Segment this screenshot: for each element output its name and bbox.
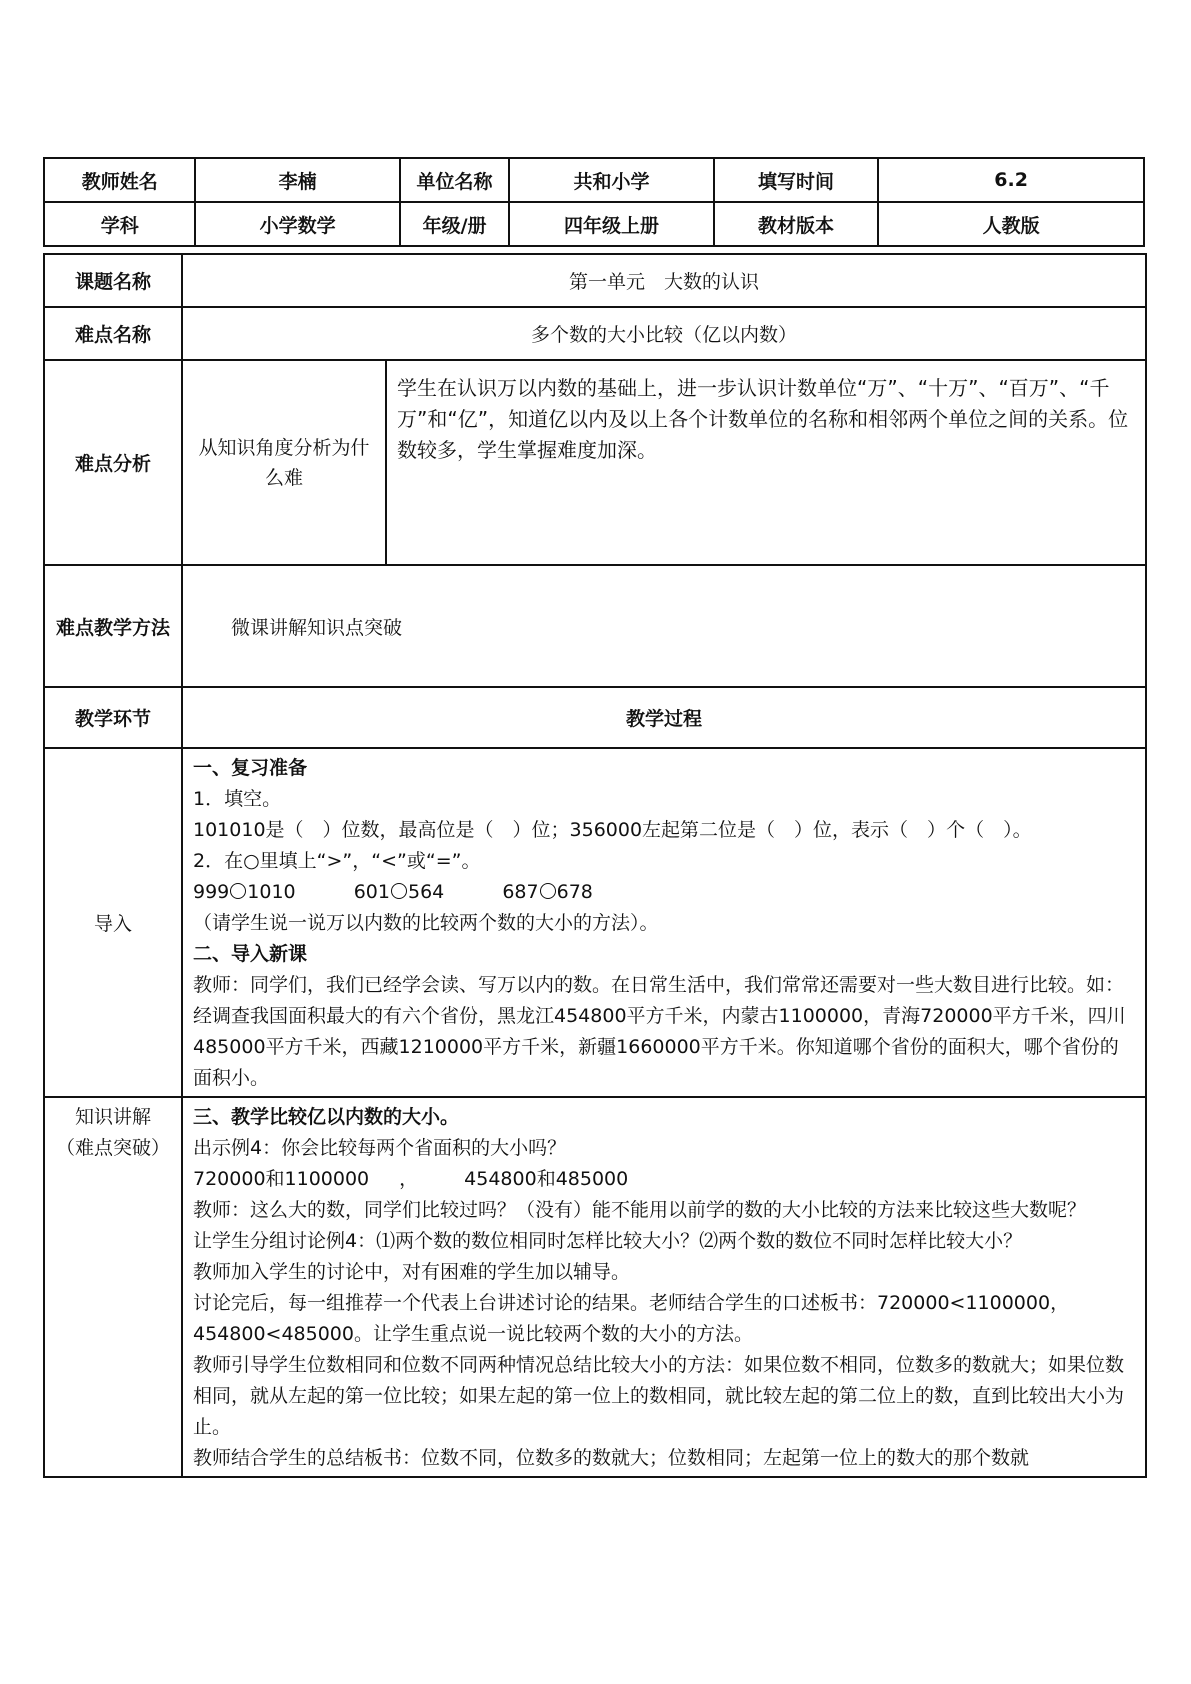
pair-1: 720000和1100000 bbox=[193, 1168, 370, 1190]
intro-q1-text: 101010是（ ）位数，最高位是（ ）位；356000左起第二位是（ ）位，表示（ ）个（ ）。 bbox=[193, 819, 1032, 841]
topic-row bbox=[44, 254, 1146, 307]
knowledge-heading: 三、教学比较亿以内数的大小。 bbox=[193, 1106, 460, 1128]
teacher-value: 李楠 bbox=[195, 158, 399, 202]
edition-value: 人教版 bbox=[878, 202, 1144, 246]
knowledge-label bbox=[44, 1097, 182, 1477]
knowledge-row bbox=[44, 1097, 1146, 1477]
knowledge-label-2: （难点突破） bbox=[55, 1137, 170, 1159]
difficulty-row bbox=[44, 307, 1146, 360]
circle-blank-icon[interactable] bbox=[391, 883, 407, 899]
stage-label: 教学环节 bbox=[44, 687, 182, 748]
difficulty-value: 多个数的大小比较（亿以内数） bbox=[182, 307, 1146, 360]
intro-note: （请学生说一说万以内数的比较两个数的大小的方法）。 bbox=[193, 912, 659, 934]
knowledge-p3: 教师加入学生的讨论中，对有困难的学生加以辅导。 bbox=[193, 1261, 631, 1283]
subject-label: 学科 bbox=[44, 202, 195, 246]
pair-comma: ， bbox=[399, 1168, 419, 1190]
unit-value: 共和小学 bbox=[509, 158, 713, 202]
process-header-row bbox=[44, 687, 1146, 748]
analysis-text: 学生在认识万以内数的基础上，进一步认识计数单位“万”、“十万”、“百万”、“千万”和“亿”，知道亿以内及以上各个计数单位的名称和相邻两个单位之间的关系。位数较多，学生掌握难度加深。 bbox=[386, 360, 1146, 565]
cmp2-left: 601 bbox=[353, 881, 390, 903]
knowledge-label-1: 知识讲解 bbox=[74, 1106, 151, 1128]
cmp1-right: 1010 bbox=[247, 881, 296, 903]
lesson-plan-form bbox=[43, 157, 1145, 1478]
intro-q1: 1．填空。 bbox=[193, 788, 282, 810]
time-value: 6.2 bbox=[878, 158, 1144, 202]
cmp3-left: 687 bbox=[502, 881, 539, 903]
knowledge-content bbox=[182, 1097, 1146, 1477]
time-label: 填写时间 bbox=[714, 158, 879, 202]
teacher-label: 教师姓名 bbox=[44, 158, 195, 202]
intro-label: 导入 bbox=[44, 748, 182, 1097]
method-value: 微课讲解知识点突破 bbox=[182, 565, 1146, 687]
cmp3-right: 678 bbox=[556, 881, 593, 903]
knowledge-pairs bbox=[193, 1164, 1135, 1195]
info-row-2 bbox=[44, 202, 1144, 246]
knowledge-p6: 教师结合学生的总结板书：位数不同，位数多的数就大；位数相同；左起第一位上的数大的那个数就 bbox=[193, 1447, 1030, 1469]
analysis-label: 难点分析 bbox=[44, 360, 182, 565]
cmp2-right: 564 bbox=[407, 881, 445, 903]
topic-label: 课题名称 bbox=[44, 254, 182, 307]
intro-content bbox=[182, 748, 1146, 1097]
intro-teacher: 教师：同学们，我们已经学会读、写万以内的数。在日常生活中，我们常常还需要对一些大数目进行比较。如：经调查我国面积最大的有六个省份，黑龙江454800平方千米，内蒙古1100000，青海720000平方千米，四川485000平方千米，西藏1210000平方千米，新疆1660000平方千米。你知道哪个省份的面积大，哪个省份的面积小。 bbox=[193, 974, 1126, 1089]
circle-blank-icon[interactable] bbox=[230, 883, 246, 899]
circle-blank-icon[interactable] bbox=[540, 883, 556, 899]
grade-value: 四年级上册 bbox=[509, 202, 713, 246]
topic-value: 第一单元 大数的认识 bbox=[182, 254, 1146, 307]
process-label: 教学过程 bbox=[182, 687, 1146, 748]
edition-label: 教材版本 bbox=[714, 202, 879, 246]
info-table bbox=[43, 157, 1145, 247]
method-label: 难点教学方法 bbox=[44, 565, 182, 687]
knowledge-example: 出示例4：你会比较每两个省面积的大小吗？ bbox=[193, 1137, 567, 1159]
knowledge-p5: 教师引导学生位数相同和位数不同两种情况总结比较大小的方法：如果位数不相同，位数多的数就大；如果位数相同，就从左起的第一位比较；如果左起的第一位上的数相同，就比较左起的第二位上的数，直到比较出大小为止。 bbox=[193, 1354, 1125, 1438]
intro-row bbox=[44, 748, 1146, 1097]
intro-compare-row bbox=[193, 877, 1135, 908]
pair-2: 454800和485000 bbox=[464, 1168, 629, 1190]
knowledge-p4: 讨论完后，每一组推荐一个代表上台讲述讨论的结果。老师结合学生的口述板书：720000<1100000，454800<485000。让学生重点说一说比较两个数的大小的方法。 bbox=[193, 1292, 1070, 1345]
grade-label: 年级/册 bbox=[400, 202, 510, 246]
subject-value: 小学数学 bbox=[195, 202, 399, 246]
cmp1-left: 999 bbox=[193, 881, 230, 903]
knowledge-p2: 让学生分组讨论例4：⑴两个数的数位相同时怎样比较大小？⑵两个数的数位不同时怎样比较大小？ bbox=[193, 1230, 1023, 1252]
lesson-table bbox=[43, 253, 1147, 1478]
analysis-sub-text: 从知识角度分析为什么难 bbox=[198, 436, 370, 489]
difficulty-label: 难点名称 bbox=[44, 307, 182, 360]
intro-q2: 2．在○里填上“>”，“<”或“=”。 bbox=[193, 850, 481, 872]
unit-label: 单位名称 bbox=[400, 158, 510, 202]
analysis-row bbox=[44, 360, 1146, 565]
knowledge-p1: 教师：这么大的数，同学们比较过吗？（没有）能不能用以前学的数的大小比较的方法来比较这些大数呢？ bbox=[193, 1199, 1087, 1221]
method-row bbox=[44, 565, 1146, 687]
analysis-sub-label bbox=[182, 360, 386, 565]
intro-heading-review: 一、复习准备 bbox=[193, 757, 308, 779]
info-row-1 bbox=[44, 158, 1144, 202]
intro-heading-new: 二、导入新课 bbox=[193, 943, 308, 965]
